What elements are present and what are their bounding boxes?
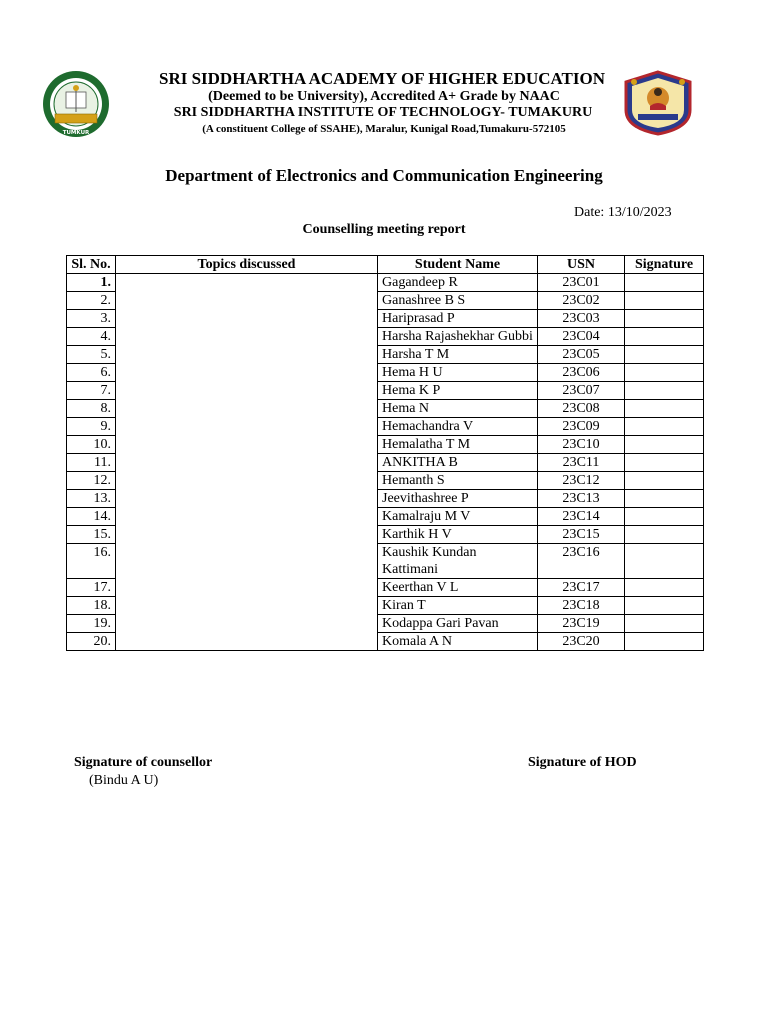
- row-usn: 23C11: [538, 454, 625, 472]
- row-signature-cell[interactable]: [625, 508, 704, 526]
- row-sl-no: 19.: [67, 615, 116, 633]
- row-student-name: Komala A N: [378, 633, 538, 651]
- header-sl-no: Sl. No.: [67, 256, 116, 274]
- row-student-name: Harsha T M: [378, 346, 538, 364]
- row-usn: 23C08: [538, 400, 625, 418]
- row-student-name: Jeevithashree P: [378, 490, 538, 508]
- table-body: [67, 274, 704, 651]
- row-sl-no: 16.: [67, 544, 116, 579]
- row-student-name: Hema H U: [378, 364, 538, 382]
- row-usn: 23C02: [538, 292, 625, 310]
- row-sl-no: 2.: [67, 292, 116, 310]
- row-signature-cell[interactable]: [625, 454, 704, 472]
- row-student-name: Hemachandra V: [378, 418, 538, 436]
- institute-address: (A constituent College of SSAHE), Maralur, Kunigal Road,Tumakuru-572105: [202, 123, 566, 135]
- row-sl-no: 12.: [67, 472, 116, 490]
- counsellor-name: (Bindu A U): [89, 773, 159, 788]
- row-sl-no: 14.: [67, 508, 116, 526]
- report-title: Counselling meeting report: [302, 222, 466, 237]
- row-signature-cell[interactable]: [625, 544, 704, 579]
- row-signature-cell[interactable]: [625, 615, 704, 633]
- row-sl-no: 11.: [67, 454, 116, 472]
- row-usn: 23C14: [538, 508, 625, 526]
- row-signature-cell[interactable]: [625, 633, 704, 651]
- row-usn: 23C01: [538, 274, 625, 292]
- university-name: SRI SIDDHARTHA ACADEMY OF HIGHER EDUCATION: [158, 69, 606, 88]
- row-usn: 23C12: [538, 472, 625, 490]
- row-sl-no: 3.: [67, 310, 116, 328]
- row-signature-cell[interactable]: [625, 418, 704, 436]
- row-student-name: Kamalraju M V: [378, 508, 538, 526]
- row-usn: 23C19: [538, 615, 625, 633]
- row-usn: 23C03: [538, 310, 625, 328]
- row-student-name: Hema N: [378, 400, 538, 418]
- row-signature-cell[interactable]: [625, 400, 704, 418]
- hod-signature-label: Signature of HOD: [528, 755, 637, 770]
- row-sl-no: 17.: [67, 579, 116, 597]
- row-sl-no: 1.: [67, 274, 116, 292]
- row-sl-no: 4.: [67, 328, 116, 346]
- row-sl-no: 20.: [67, 633, 116, 651]
- header-student-name: Student Name: [378, 256, 538, 274]
- counselling-table: [66, 255, 704, 651]
- row-usn: 23C06: [538, 364, 625, 382]
- row-sl-no: 15.: [67, 526, 116, 544]
- row-sl-no: 9.: [67, 418, 116, 436]
- row-usn: 23C17: [538, 579, 625, 597]
- row-usn: 23C15: [538, 526, 625, 544]
- row-student-name: Harsha Rajashekhar Gubbi: [378, 328, 538, 346]
- row-student-name: Karthik H V: [378, 526, 538, 544]
- row-student-name: Gagandeep R: [378, 274, 538, 292]
- row-signature-cell[interactable]: [625, 490, 704, 508]
- row-student-name: Keerthan V L: [378, 579, 538, 597]
- row-signature-cell[interactable]: [625, 436, 704, 454]
- header-signature: Signature: [625, 256, 704, 274]
- row-student-name: ANKITHA B: [378, 454, 538, 472]
- row-student-name: Hemanth S: [378, 472, 538, 490]
- row-student-name: Hariprasad P: [378, 310, 538, 328]
- row-usn: 23C18: [538, 597, 625, 615]
- logo-left-text: TUMKUR: [62, 130, 90, 136]
- row-signature-cell[interactable]: [625, 346, 704, 364]
- row-usn: 23C09: [538, 418, 625, 436]
- row-sl-no: 7.: [67, 382, 116, 400]
- institute-name: SRI SIDDHARTHA INSTITUTE OF TECHNOLOGY- TUMAKURU: [173, 105, 593, 120]
- row-sl-no: 13.: [67, 490, 116, 508]
- row-signature-cell[interactable]: [625, 292, 704, 310]
- report-date: Date: 13/10/2023: [574, 205, 672, 220]
- row-signature-cell[interactable]: [625, 274, 704, 292]
- row-student-name: Hemalatha T M: [378, 436, 538, 454]
- row-student-name: Kaushik Kundan Kattimani: [378, 544, 538, 579]
- header-topics: Topics discussed: [116, 256, 378, 274]
- table-header-row: [67, 256, 704, 274]
- row-sl-no: 10.: [67, 436, 116, 454]
- row-usn: 23C20: [538, 633, 625, 651]
- row-student-name: Ganashree B S: [378, 292, 538, 310]
- row-sl-no: 5.: [67, 346, 116, 364]
- row-signature-cell[interactable]: [625, 597, 704, 615]
- row-student-name: Hema K P: [378, 382, 538, 400]
- row-signature-cell[interactable]: [625, 526, 704, 544]
- row-usn: 23C04: [538, 328, 625, 346]
- table-row: [67, 274, 704, 292]
- row-sl-no: 6.: [67, 364, 116, 382]
- department-title: Department of Electronics and Communication Engineering: [165, 166, 603, 185]
- row-usn: 23C13: [538, 490, 625, 508]
- row-sl-no: 18.: [67, 597, 116, 615]
- row-student-name: Kiran T: [378, 597, 538, 615]
- row-usn: 23C05: [538, 346, 625, 364]
- counsellor-signature-label: Signature of counsellor: [74, 755, 213, 770]
- row-student-name: Kodappa Gari Pavan: [378, 615, 538, 633]
- row-signature-cell[interactable]: [625, 579, 704, 597]
- row-usn: 23C10: [538, 436, 625, 454]
- row-sl-no: 8.: [67, 400, 116, 418]
- row-signature-cell[interactable]: [625, 382, 704, 400]
- accreditation-line: (Deemed to be University), Accredited A+ Grade by NAAC: [208, 89, 560, 104]
- row-signature-cell[interactable]: [625, 328, 704, 346]
- row-signature-cell[interactable]: [625, 364, 704, 382]
- row-signature-cell[interactable]: [625, 310, 704, 328]
- row-signature-cell[interactable]: [625, 472, 704, 490]
- row-usn: 23C16: [538, 544, 625, 579]
- header-usn: USN: [538, 256, 625, 274]
- row-usn: 23C07: [538, 382, 625, 400]
- topics-discussed-cell[interactable]: [116, 274, 378, 651]
